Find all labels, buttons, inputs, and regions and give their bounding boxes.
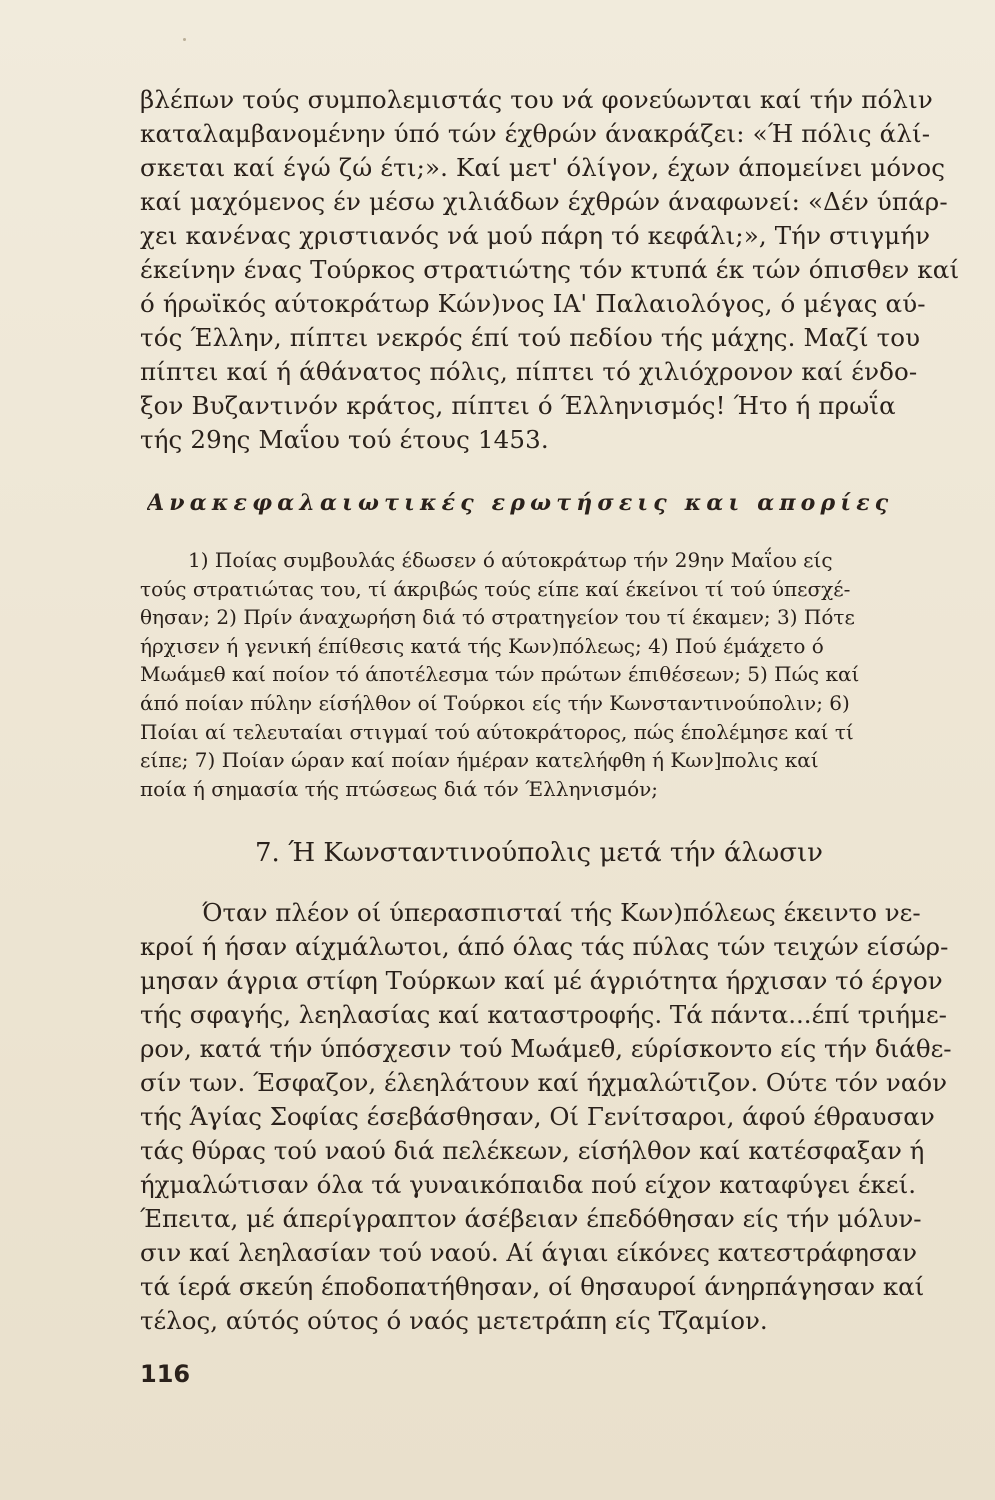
question-line: 1) Ποίας συμβουλάς έδωσεν ό αύτοκράτωρ τήν 29ην Μαΐου είς (188, 548, 833, 572)
paragraph-fall-of-city (140, 83, 960, 457)
text-line: μησαν άγρια στίφη Τούρκων καί μέ άγριότητα ήρχισαν τό έργον (140, 966, 943, 995)
question-line: Μωάμεθ καί ποίον τό άποτέλεσμα τών πρώτων έπιθέσεων; 5) Πώς καί (140, 662, 860, 687)
text-line: ξον Βυζαντινόν κράτος, πίπτει ό Έλληνισμός! Ήτο ή πρωΐα (140, 391, 896, 420)
page-number: 116 (140, 1360, 191, 1388)
text-line: βλέπων τούς συμπολεμιστάς του νά φονεύωνται καί τήν πόλιν (140, 85, 933, 114)
text-line: τής σφαγής, λεηλασίας καί καταστροφής. Τά πάντα...έπί τριήμε- (140, 1000, 947, 1029)
text-line: τέλος, αύτός ούτος ό ναός μετετράπη είς Τζαμίον. (140, 1306, 768, 1335)
question-line: θησαν; 2) Πρίν άναχωρήση διά τό στρατηγείον του τί έκαμεν; 3) Πότε (140, 605, 855, 630)
question-line: τούς στρατιώτας του, τί άκριβώς τούς είπε καί έκείνοι τί τού ύπεσχέ- (140, 576, 851, 601)
text-line: τάς θύρας τού ναού διά πελέκεων, είσήλθον καί κατέσφαξαν ή (140, 1136, 925, 1165)
text-line: τής 29ης Μαΐου τού έτους 1453. (140, 425, 549, 454)
question-line: Ποίαι αί τελευταίαι στιγμαί τού αύτοκράτορος, πώς έπολέμησε καί τί (140, 719, 854, 744)
text-line: Έπειτα, μέ άπερίγραπτον άσέβειαν έπεδόθησαν είς τήν μόλυν- (140, 1204, 922, 1233)
question-line: άπό ποίαν πύλην είσήλθον οί Τούρκοι είς τήν Κωνσταντινούπολιν; 6) (140, 690, 850, 715)
text-line: πίπτει καί ή άθάνατος πόλις, πίπτει τό χιλιόχρονον καί ένδο- (140, 357, 918, 386)
text-line: καταλαμβανομένην ύπό τών έχθρών άνακράζει: «Ή πόλις άλί- (140, 119, 931, 148)
review-questions-block (140, 546, 960, 803)
review-questions-heading: Ανακεφαλαιωτικές ερωτήσεις και απορίες (147, 490, 894, 516)
text-line: σκεται καί έγώ ζώ έτι;». Καί μετ' όλίγον, έχων άπομείνει μόνος (140, 153, 946, 182)
question-line: ήρχισεν ή γενική έπίθεσις κατά τής Κων)πόλεως; 4) Πού έμάχετο ό (140, 633, 824, 658)
text-line: τά ίερά σκεύη έποδοπατήθησαν, οί θησαυροί άνηρπάγησαν καί (140, 1272, 925, 1301)
text-line: καί μαχόμενος έν μέσω χιλιάδων έχθρών άναφωνεί: «Δέν ύπάρ- (140, 187, 948, 216)
text-line: σιν καί λεηλασίαν τού ναού. Αί άγιαι είκόνες κατεστράφησαν (140, 1238, 918, 1267)
text-line: ήχμαλώτισαν όλα τά γυναικόπαιδα πού είχον καταφύγει έκεί. (140, 1170, 917, 1199)
text-line: Όταν πλέον οί ύπερασπισταί τής Κων)πόλεως έκειντο νε- (202, 898, 921, 927)
text-line: κροί ή ήσαν αίχμάλωτοι, άπό όλας τάς πύλας τών τειχών είσώρ- (140, 932, 949, 961)
text-line: ρον, κατά τήν ύπόσχεσιν τού Μωάμεθ, εύρίσκοντο είς τήν διάθε- (140, 1034, 952, 1063)
text-line: ό ήρωϊκός αύτοκράτωρ Κών)νος ΙΑ' Παλαιολόγος, ό μέγας αύ- (140, 289, 926, 318)
paper-speck (183, 38, 186, 41)
text-line: σίν των. Έσφαζον, έλεηλάτουν καί ήχμαλώτιζον. Ούτε τόν ναόν (140, 1068, 948, 1097)
text-line: χει κανένας χριστιανός νά μού πάρη τό κεφάλι;», Τήν στιγμήν (140, 221, 931, 250)
question-line: ποία ή σημασία τής πτώσεως διά τόν Έλληνισμόν; (140, 776, 659, 801)
question-line: είπε; 7) Ποίαν ώραν καί ποίαν ήμέραν κατελήφθη ή Κων]πολις καί (140, 748, 819, 773)
text-line: τής Άγίας Σοφίας έσεβάσθησαν, Οί Γενίτσαροι, άφού έθραυσαν (140, 1102, 935, 1131)
text-line: έκείνην ένας Τούρκος στρατιώτης τόν κτυπά έκ τών όπισθεν καί (140, 255, 960, 284)
chapter-title: 7. Ή Κωνσταντινούπολις μετά τήν άλωσιν (255, 838, 823, 868)
paragraph-after-conquest (140, 896, 960, 1338)
text-line: τός Έλλην, πίπτει νεκρός έπί τού πεδίου τής μάχης. Μαζί του (140, 323, 921, 352)
